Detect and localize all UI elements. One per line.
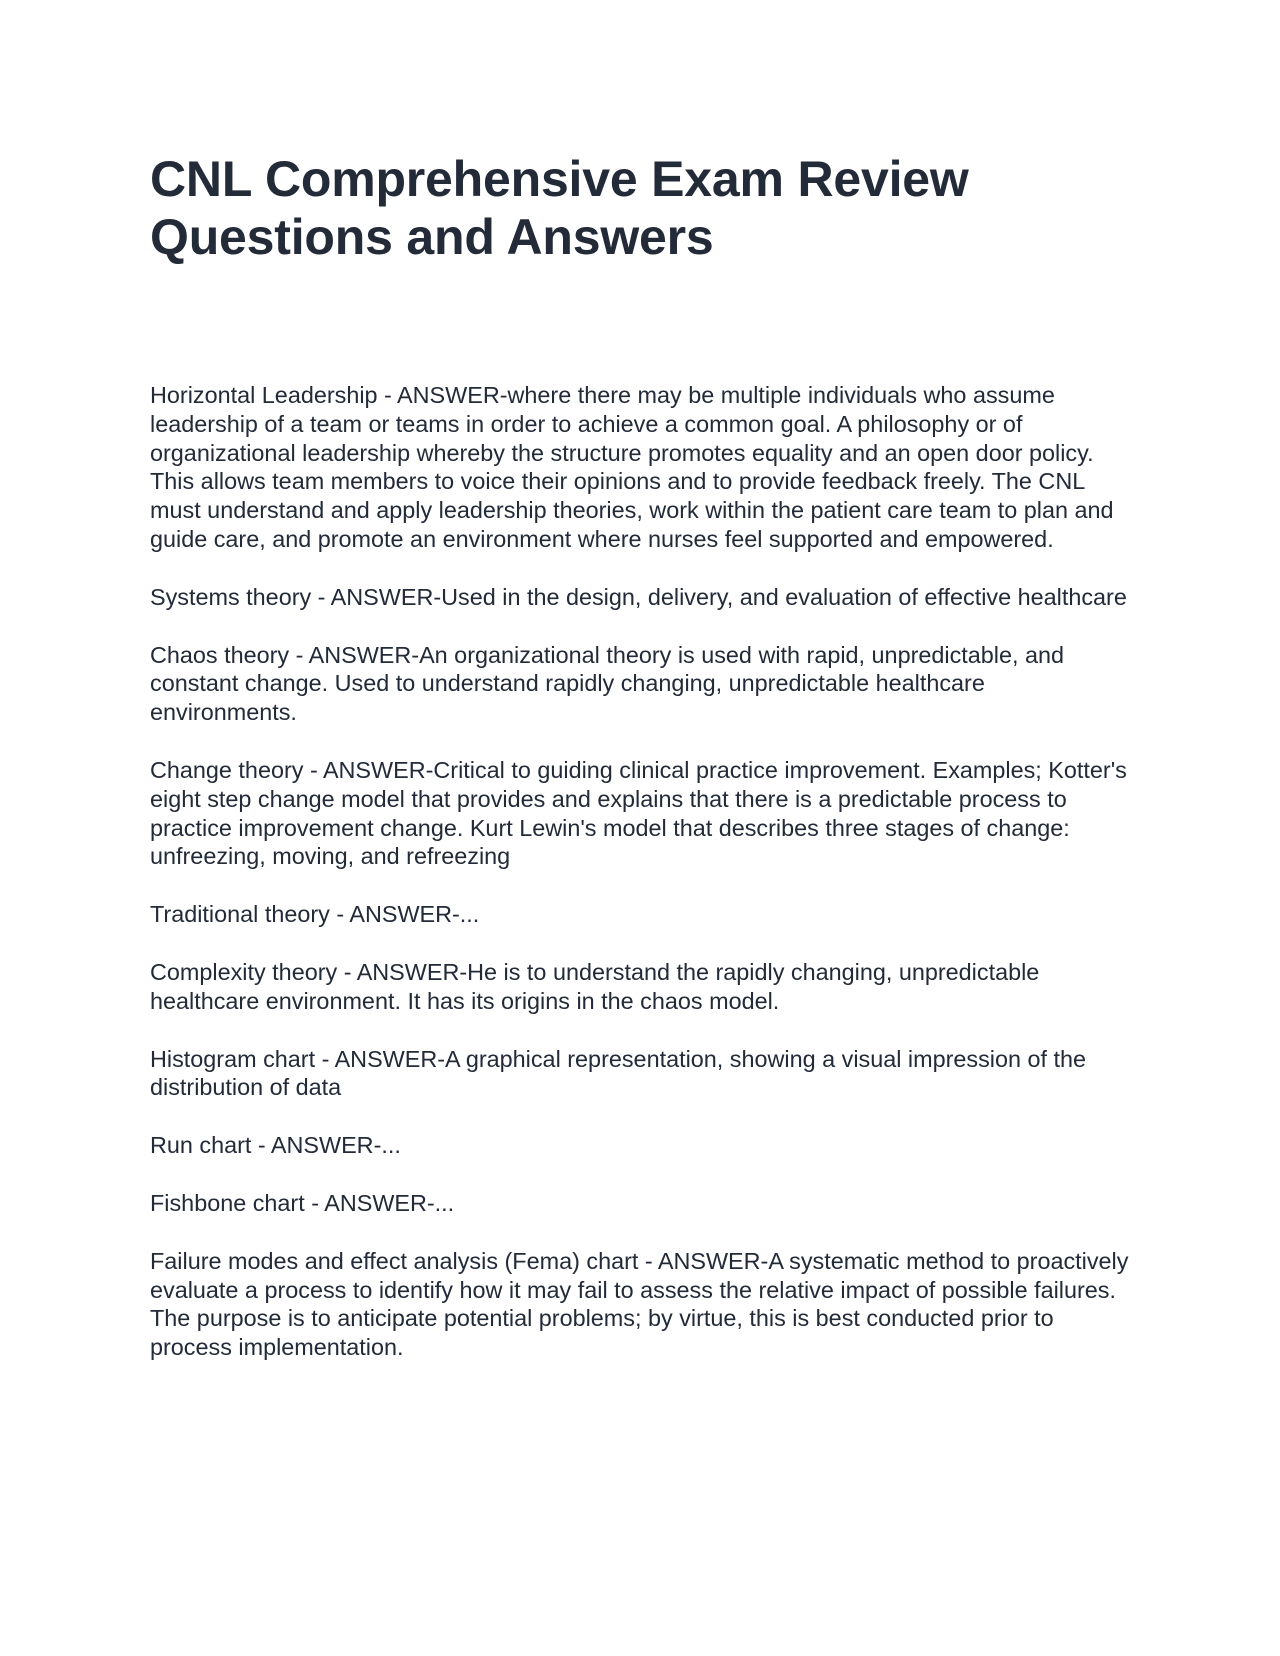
qa-entry-fishbone-chart: Fishbone chart - ANSWER-... <box>150 1189 455 1216</box>
qa-entry-chaos-theory: Chaos theory - ANSWER-An organizational theory is used with rapid, unpredictable, and constant change. Used to understand rapidly changing, unpredictable healthcare environments. <box>150 641 1065 726</box>
qa-entry-change-theory: Change theory - ANSWER-Critical to guiding clinical practice improvement. Examples; Kotter's eight step change model that provides and explains that there is a predictable process to practice improvement change. Kurt Lewin's model that describes three stages of change: unfreezing, moving, and refreezing <box>150 756 1127 870</box>
qa-entry-run-chart: Run chart - ANSWER-... <box>150 1132 401 1159</box>
qa-list <box>150 381 1130 1391</box>
document-page <box>150 150 1130 1361</box>
qa-entry-systems-theory: Systems theory - ANSWER-Used in the design, delivery, and evaluation of effective healthcare <box>150 583 1127 610</box>
qa-entry-traditional-theory: Traditional theory - ANSWER-... <box>150 901 480 928</box>
qa-entry-complexity-theory: Complexity theory - ANSWER-He is to understand the rapidly changing, unpredictable healthcare environment. It has its origins in the chaos model. <box>150 958 1040 1014</box>
qa-entry-histogram-chart: Histogram chart - ANSWER-A graphical representation, showing a visual impression of the distribution of data <box>150 1045 1087 1101</box>
qa-entry-horizontal-leadership: Horizontal Leadership - ANSWER-where there may be multiple individuals who assume leadership of a team or teams in order to achieve a common goal. A philosophy or of organizational leadership whereby the structure promotes equality and an open door policy. This allows team members to voice their opinions and to provide feedback freely. The CNL must understand and apply leadership theories, work within the patient care team to plan and guide care, and promote an environment where nurses feel supported and empowered. <box>150 382 1114 552</box>
qa-entry-fmea-chart: Failure modes and effect analysis (Fema) chart - ANSWER-A systematic method to proactively evaluate a process to identify how it may fail to assess the relative impact of possible failures. The purpose is to anticipate potential problems; by virtue, this is best conducted prior to process implementation. <box>150 1247 1129 1361</box>
document-title: CNL Comprehensive Exam Review Questions and Answers <box>150 151 969 265</box>
